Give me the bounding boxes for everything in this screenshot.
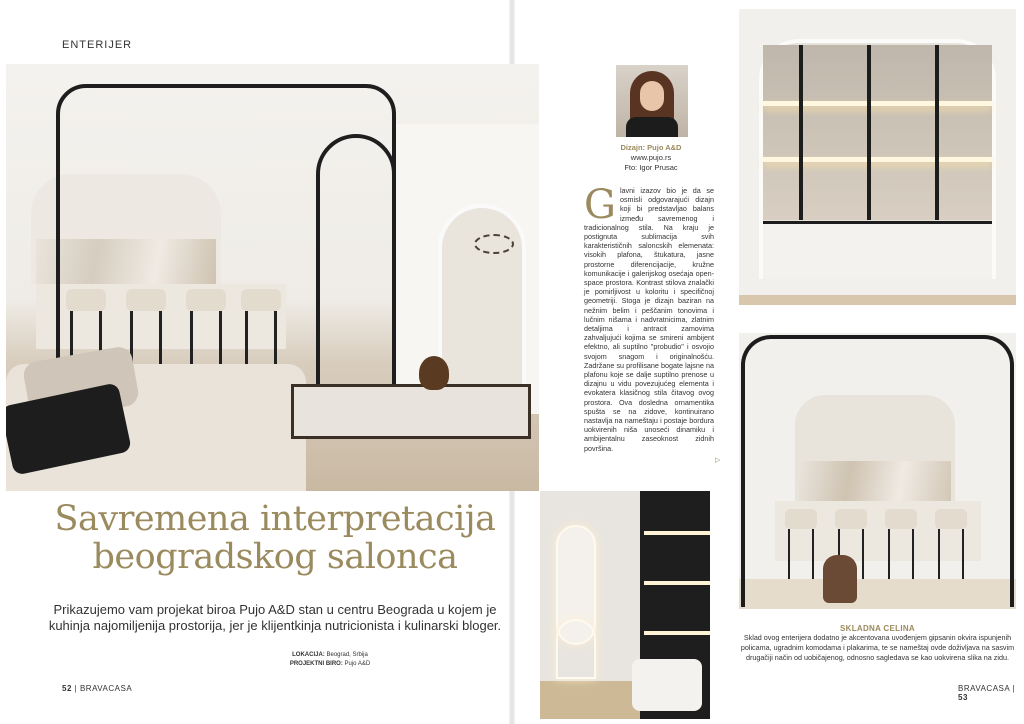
website-credit: www.pujo.rs [630, 153, 672, 162]
design-credit: Dizajn: Pujo A&D [620, 143, 682, 152]
folio-separator: | [74, 684, 78, 693]
continue-arrow-icon: ▷ [715, 457, 721, 464]
page-number-left: 52 [62, 684, 72, 693]
headline-line-1: Savremena interpretacija [54, 499, 496, 539]
folio-separator: | [1012, 684, 1016, 693]
bureau-value: Pujo A&D [344, 661, 371, 667]
bureau-label: PROJEKTNI BIRO: [289, 661, 343, 667]
article-headline [40, 500, 510, 576]
shelving-niche-photo [739, 9, 1016, 305]
location-label: LOKACIJA: [292, 652, 325, 658]
article-body [584, 182, 714, 453]
location-value: Beograd, Srbija [326, 652, 368, 658]
photo-credits [596, 143, 706, 173]
magazine-name-left: BRAVACASA [79, 684, 133, 693]
headline-line-2: beogradskog salonca [92, 537, 458, 577]
caption-text: Sklad ovog enterijera dodatno je akcentovana uvođenjem gipsanin okvira ispunjenih policama, ugradnim komodama i plakarima, te se nameštaj ovde doživljava na sasvim drugačiji način od uobičajenog, odnosno sagledava se kao uokvirena slika na zidu. [740, 633, 1015, 662]
photographer-credit: Fto: Igor Prusac [624, 163, 678, 172]
designer-portrait-photo [616, 65, 688, 137]
living-room-photo [6, 64, 539, 491]
kitchen-photo [739, 333, 1016, 609]
caption-title: SKLADNA CELINA [839, 624, 915, 633]
hallway-photo [540, 491, 710, 719]
page-number-right: 53 [958, 693, 968, 702]
project-meta [180, 651, 480, 669]
drop-cap: G [584, 182, 616, 228]
folio-left [62, 684, 132, 693]
folio-right [958, 684, 1024, 702]
article-body-text: lavni izazov bio je da se osmisli odgovarajući dizajn koji bi predstavljao balans između savremenog i tradicionalnog stila. Na kraju je postignuta sublimacija svih karakterističnih saloncskih elemenata: visokih plafona, štukatura, jasne prostorne diferencijacije, kružne komunikacije i galerijskog osećaja open-space prostora. Kontrast stilova znalački je pomirljivost u koloritu i specifičnoj geometriji. Stoga je dizajn baziran na nežnim belim i peščanim tonovima i lučnim nišama i nadvratnicima, zlatnim detaljima i antracit zamovima zahvaljujući kojima se smireni ambijent efektno, ali suptilno "probudio" i osvojio svojom snagom i originalnošću. Zadržane su profilisane bogate lajsne na plafonu koje se dalje suptilno prenose u dizajnu u vidu povezujućeg elementa i evokatera klasičnog stila čitavog ovog prostora. Ova dosledna ornamentika spušta se na zidove, kontinuirano nastavlja na nameštaju i postaje bordura uokvirenih niša unoseći dinamiku i ambijentalnu zaseoknost zidnih površina. [584, 186, 714, 453]
magazine-name-right: BRAVACASA [958, 684, 1010, 693]
section-label: ENTERIJER [62, 39, 133, 51]
article-lead: Prikazujemo vam projekat biroa Pujo A&D stan u centru Beograda u kojem je kuhinja najomiljenija prostorija, jer je klijentkinja nutricionista i kulinarski bloger. [48, 602, 502, 633]
